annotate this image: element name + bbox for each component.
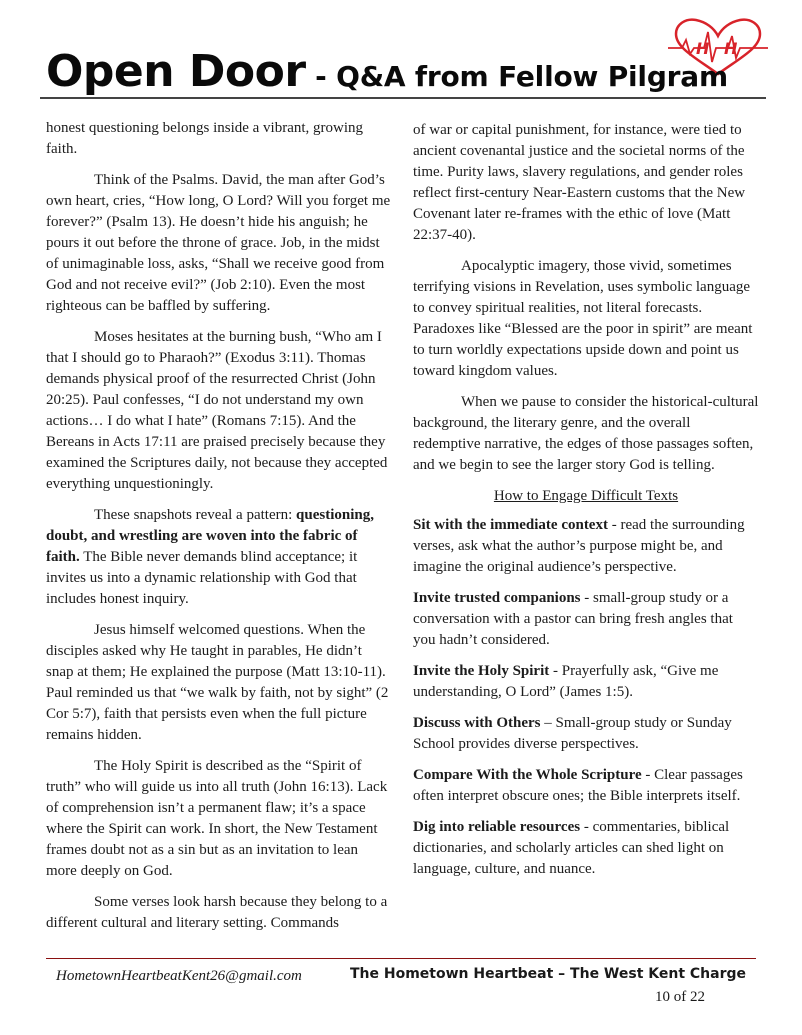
paragraph: Some verses look harsh because they belong to a different cultural and literary setting. Commands	[46, 894, 388, 931]
paragraph-lead: These snapshots reveal a pattern:	[94, 507, 297, 523]
paragraph: Jesus himself welcomed questions. When the disciples asked why He taught in parables, He didn’t snap at them; He explained the purpose (Matt 13:10-11). Paul reminded us that “we walk by faith, not by sight” (2 Cor 5:7), faith that persists even when the full picture remains hidden.	[46, 622, 389, 743]
paragraph-emphasis: questioning, doubt, and wrestling are woven into the fabric of faith.	[46, 507, 374, 565]
paragraph-rest: The Bible never demands blind acceptance; it invites us into a dynamic relationship with God that includes honest inquiry.	[46, 549, 358, 607]
tip-title: Invite the Holy Spirit	[413, 663, 550, 679]
tip-text: - Clear passages often interpret obscure ones; the Bible interprets itself.	[413, 767, 743, 804]
page-title	[46, 46, 728, 97]
paragraph: of war or capital punishment, for instance, were tied to ancient covenantal justice and the societal norms of the time. Purity laws, slavery regulations, and gender roles reflect first-century Near-Eastern customs that the New Covenant later re-frames with the ethic of love (Matt 22:37-40).	[413, 122, 746, 243]
footer-email: HometownHeartbeatKent26@gmail.com	[56, 968, 302, 984]
footer-divider	[46, 958, 756, 959]
tip-title: Discuss with Others	[413, 715, 541, 731]
tip-text: - commentaries, biblical dictionaries, and scholarly articles can shed light on language, culture, and nuance.	[413, 819, 730, 877]
tip-text: - small-group study or a conversation with a pastor can bring fresh angles that you hadn’t considered.	[413, 590, 733, 648]
tip-item	[413, 765, 759, 807]
svg-text:H: H	[724, 39, 738, 58]
svg-text:H: H	[696, 39, 710, 58]
tip-text: – Small-group study or Sunday School provides diverse perspectives.	[413, 715, 732, 752]
tip-item	[413, 515, 759, 578]
footer-publication-title: The Hometown Heartbeat – The West Kent Charge	[350, 966, 747, 982]
tip-title: Invite trusted companions	[413, 590, 581, 606]
page-number: 10 of 22	[655, 989, 705, 1005]
tip-item	[413, 588, 759, 651]
tip-title: Dig into reliable resources	[413, 819, 581, 835]
tip-text: - Prayerfully ask, “Give me understanding, O Lord” (James 1:5).	[413, 663, 719, 700]
paragraph: Apocalyptic imagery, those vivid, sometimes terrifying visions in Revelation, uses symbolic language to convey spiritual realities, not literal forecasts. Paradoxes like “Blessed are the poor in spirit” are meant to turn worldly expectations upside down and point us toward kingdom values.	[413, 258, 753, 379]
tip-text: - read the surrounding verses, ask what the author’s purpose might be, and imagine the original audience’s perspective.	[413, 517, 745, 575]
tip-item	[413, 817, 759, 880]
right-column	[413, 120, 759, 890]
left-column	[46, 118, 391, 944]
header-divider	[40, 97, 766, 99]
paragraph: When we pause to consider the historical-cultural background, the literary genre, and the overall redemptive narrative, the edges of those passages soften, and we begin to see the larger story God is telling.	[413, 394, 759, 473]
tip-item	[413, 713, 759, 755]
paragraph: honest questioning belongs inside a vibrant, growing faith.	[46, 120, 364, 157]
tips-heading: How to Engage Difficult Texts	[493, 488, 679, 504]
paragraph: The Holy Spirit is described as the “Spirit of truth” who will guide us into all truth (John 16:13). Lack of comprehension isn’t a permanent flaw; it’s a space where the Spirit can work. In short, the New Testament frames doubt not as a sin but as an invitation to lean more deeply on God.	[46, 758, 388, 879]
paragraph: Think of the Psalms. David, the man after God’s own heart, cries, “How long, O Lord? Will you forget me forever?” (Psalm 13). He doesn’t hide his anguish; he pours it out before the throne of grace. Job, in the midst of unimaginable loss, asks, “Shall we receive good from God and not receive evil?” (Job 2:10). Even the most righteous can be baffled by suffering.	[46, 172, 391, 314]
tip-title: Sit with the immediate context	[413, 517, 608, 533]
paragraph	[46, 505, 391, 610]
tip-title: Compare With the Whole Scripture	[413, 767, 642, 783]
title-main: Open Door	[46, 46, 306, 97]
paragraph: Moses hesitates at the burning bush, “Who am I that I should go to Pharaoh?” (Exodus 3:11). Thomas demands physical proof of the resurrected Christ (John 20:25). Paul confesses, “I do not understand my own actions… I do what I hate” (Romans 7:15). And the Bereans in Acts 17:11 are praised precisely because they examined the Scriptures daily, not because they accepted everything unquestioningly.	[46, 329, 388, 492]
page-header	[0, 0, 802, 104]
title-sub: - Q&A from Fellow Pilgram	[305, 60, 728, 93]
tip-item	[413, 661, 759, 703]
